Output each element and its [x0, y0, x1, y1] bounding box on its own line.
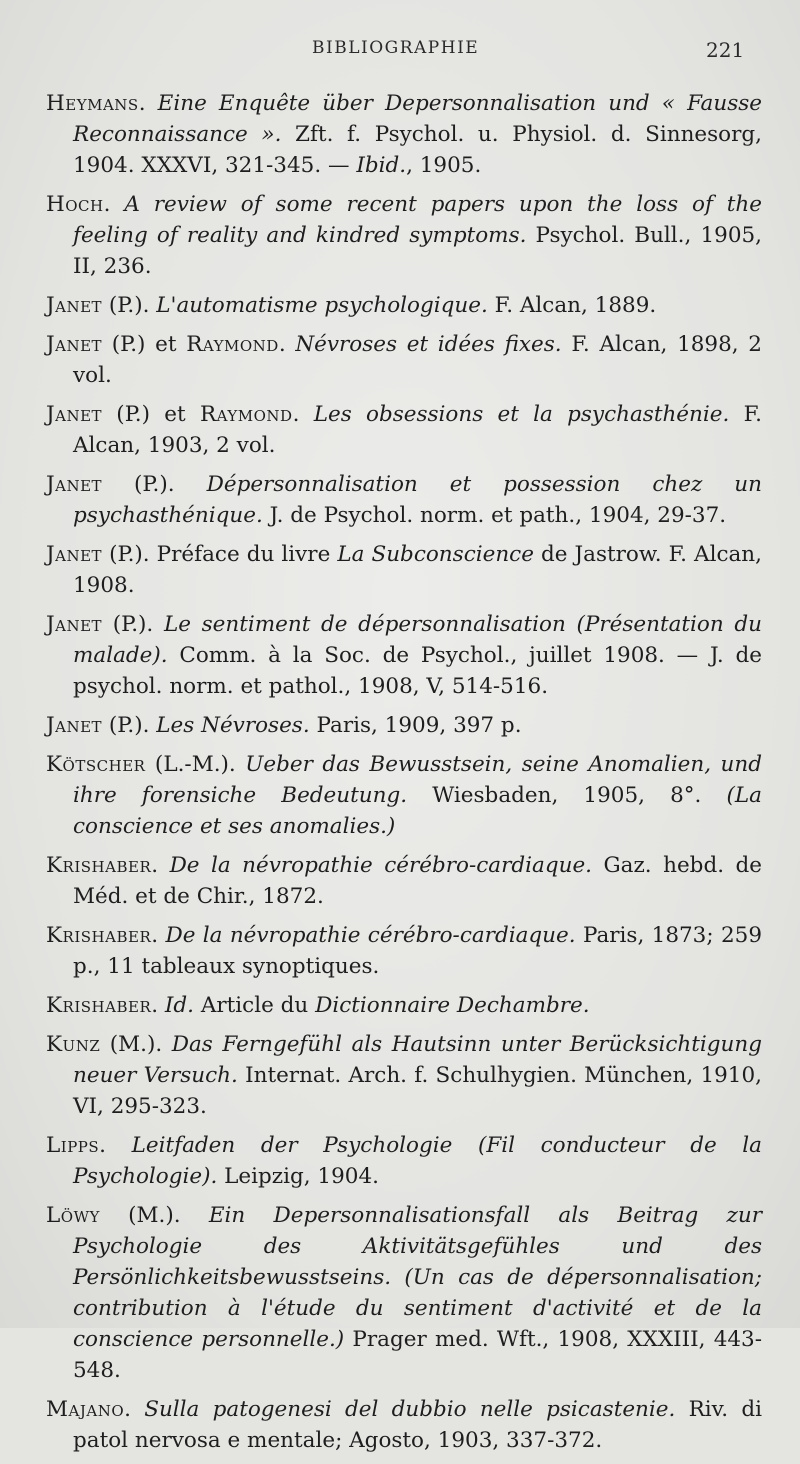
entry-text: (M.).: [100, 1032, 172, 1057]
entry-details: Riv. di patol nervosa e mentale; Agosto, 1903, 337-372.: [73, 1397, 762, 1453]
bibliography-entry: [46, 399, 762, 461]
bibliography-entry: [46, 850, 762, 912]
entry-title: Dépersonnalisation et possession chez un psychasthénique.: [73, 472, 762, 528]
entry-details: Prager med. Wft., 1908, XXXIII, 443-548.: [73, 1327, 762, 1383]
running-title: BIBLIOGRAPHIE: [312, 38, 480, 58]
entry-text: (P.).: [102, 713, 157, 738]
bibliography-entry: [46, 1394, 762, 1456]
bibliography-entry: [46, 749, 762, 842]
entry-text: .: [151, 993, 165, 1018]
entry-author: Löwy: [46, 1203, 100, 1228]
entry-details: Psychol. Bull., 1905, II, 236.: [73, 223, 763, 279]
entry-title: De la névropathie cérébro-cardiaque.: [169, 853, 593, 878]
entry-author: Janet: [46, 293, 103, 318]
entry-text: (M.).: [99, 1203, 209, 1228]
entry-author: Hoch: [46, 192, 104, 217]
entry-author: Heymans: [46, 91, 139, 116]
entry-details: Gaz. hebd. de Méd. et de Chir., 1872.: [73, 853, 762, 909]
page-header: [0, 38, 800, 68]
bibliography-entry: [46, 1200, 762, 1386]
entry-text: .: [151, 853, 170, 878]
entry-details-2: , 1905.: [406, 153, 482, 178]
entry-author: Janet: [46, 542, 103, 567]
entry-details: Wiesbaden, 1905, 8°.: [407, 783, 727, 808]
entry-author: Janet: [46, 472, 103, 497]
entry-text: .: [138, 91, 158, 116]
entry-details: J. de Psychol. norm. et path., 1904, 29-37.: [262, 503, 727, 528]
entry-author: Janet: [46, 713, 103, 738]
entry-details: F. Alcan, 1889.: [487, 293, 657, 318]
entry-details: F. Alcan, 1898, 2 vol.: [73, 332, 762, 388]
bibliography-entry: [46, 1130, 762, 1192]
entry-title: Névroses et idées fixes.: [295, 332, 562, 357]
bibliography-entry: [46, 990, 762, 1021]
entry-author-2: Raymond: [199, 402, 293, 427]
entry-text: (P.).: [102, 293, 157, 318]
entry-author: Krishaber: [46, 853, 152, 878]
page-number: 221: [706, 38, 745, 62]
entry-text: .: [99, 1133, 132, 1158]
bibliography-entry: [46, 609, 762, 702]
entry-text: .: [103, 192, 125, 217]
entry-title: Eine Enquête über Depersonnalisation und « Fausse Reconnaissance ».: [73, 91, 762, 147]
bibliography-list: [46, 88, 762, 1464]
entry-text-2: .: [278, 332, 296, 357]
entry-title: L'automatisme psychologique.: [156, 293, 488, 318]
entry-text: (P.) et: [102, 402, 200, 427]
entry-title-2: Ibid.: [356, 153, 407, 178]
entry-title: La Subconscience: [337, 542, 534, 567]
entry-title: Les obsessions et la psychasthénie.: [313, 402, 730, 427]
entry-details: Internat. Arch. f. Schulhygien. München, 1910, VI, 295-323.: [73, 1063, 762, 1119]
entry-author: Krishaber: [46, 993, 152, 1018]
bibliography-entry: [46, 710, 762, 741]
entry-text-2: .: [292, 402, 314, 427]
entry-author: Lipps: [46, 1133, 100, 1158]
entry-title: A review of some recent papers upon the loss of the feeling of reality and kindred symptoms.: [73, 192, 762, 248]
entry-details: Article du: [194, 993, 316, 1018]
entry-details: F. Alcan, 1903, 2 vol.: [73, 402, 762, 458]
entry-text: .: [151, 923, 166, 948]
entry-title: Le sentiment de dépersonnalisation (Présentation du malade).: [73, 612, 762, 668]
entry-author: Majano: [46, 1397, 125, 1422]
entry-text: .: [124, 1397, 145, 1422]
bibliography-entry: [46, 1029, 762, 1122]
entry-text: (P.).: [102, 612, 164, 637]
bibliography-entry: [46, 88, 762, 181]
entry-author-2: Raymond: [186, 332, 279, 357]
entry-title: Id.: [164, 993, 195, 1018]
entry-author: Janet: [46, 332, 103, 357]
entry-title-2: (La conscience et ses anomalies.): [73, 783, 762, 839]
bibliography-entry: [46, 539, 762, 601]
bibliography-entry: [46, 189, 762, 282]
entry-author: Janet: [46, 612, 103, 637]
entry-author: Kunz: [46, 1032, 101, 1057]
entry-details: Paris, 1909, 397 p.: [309, 713, 522, 738]
entry-text: (P.).: [102, 472, 207, 497]
entry-text: (P.) et: [102, 332, 187, 357]
bibliography-entry: [46, 920, 762, 982]
entry-title: Leitfaden der Psychologie (Fil conducteur de la Psychologie).: [73, 1133, 762, 1189]
bibliography-entry: [46, 329, 762, 391]
bibliography-entry: [46, 469, 762, 531]
entry-details: Leipzig, 1904.: [217, 1164, 379, 1189]
entry-details: Comm. à la Soc. de Psychol., juillet 1908. — J. de psychol. norm. et pathol., 1908, V, 514-516.: [73, 643, 762, 699]
entry-text: (P.). Préface du livre: [102, 542, 338, 567]
entry-title: Das Ferngefühl als Hautsinn unter Berücksichtigung neuer Versuch.: [73, 1032, 762, 1088]
entry-author: Krishaber: [46, 923, 152, 948]
entry-details: Paris, 1873; 259 p., 11 tableaux synoptiques.: [73, 923, 762, 979]
entry-title: De la névropathie cérébro-cardiaque.: [165, 923, 576, 948]
entry-title: Ein Depersonnalisationsfall als Beitrag zur Psychologie des Aktivitätsgefühles und des Persönlichkeitsbewusstseins. (Un cas de dépersonnalisation; contribution à l'étude du sentiment d'activité et de la conscience personnelle.): [73, 1203, 762, 1352]
entry-author: Janet: [46, 402, 103, 427]
entry-title: Sulla patogenesi del dubbio nelle psicastenie.: [144, 1397, 676, 1422]
entry-title: Les Névroses.: [156, 713, 310, 738]
entry-title: Ueber das Bewusstsein, seine Anomalien, und ihre forensiche Bedeutung.: [73, 752, 762, 808]
entry-title-2: Dictionnaire Dechambre.: [315, 993, 590, 1018]
entry-author: Kötscher: [46, 752, 146, 777]
entry-text: (L.-M.).: [145, 752, 246, 777]
entry-details: de Jastrow. F. Alcan, 1908.: [73, 542, 762, 598]
entry-details: Zft. f. Psychol. u. Physiol. d. Sinnesorg, 1904. XXXVI, 321-345. —: [73, 122, 762, 178]
bibliography-entry: [46, 290, 762, 321]
